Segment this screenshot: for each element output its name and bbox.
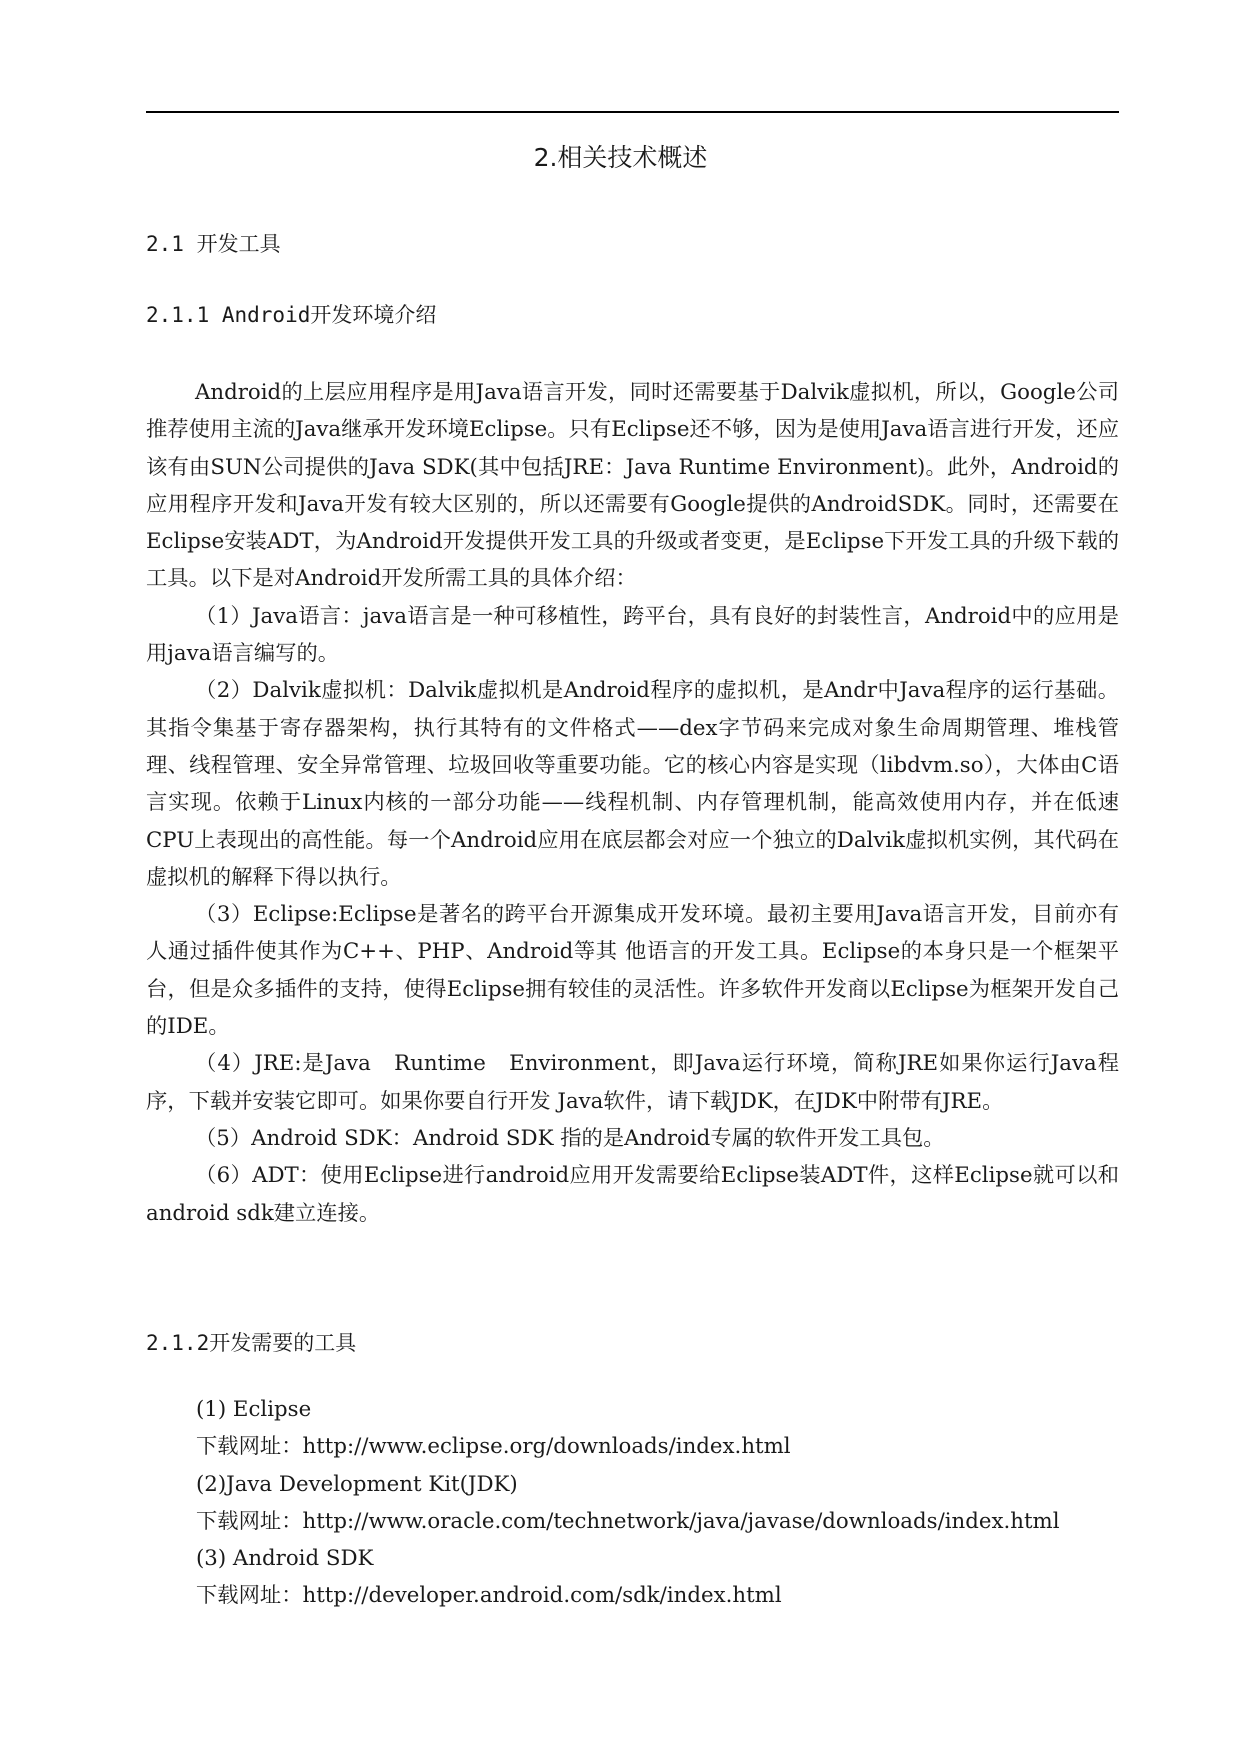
tools-list — [196, 1391, 1119, 1615]
section-body-2-1-1 — [146, 374, 1119, 1232]
paragraph-android-sdk: （5）Android SDK：Android SDK 指的是Android专属的软件开发工具包。 — [195, 1125, 945, 1151]
tool-android-sdk-title: (3) Android SDK — [196, 1546, 374, 1572]
paragraph-dalvik: （2）Dalvik虚拟机：Dalvik虚拟机是Android程序的虚拟机，是Andr中Java程序的运行基础。其指令集基于寄存器架构，执行其特有的文件格式——dex字节码来完成对象生命周期管理、堆栈管理、线程管理、安全异常管理、垃圾回收等重要功能。它的核心内容是实现（libdvm.so），大体由C语言实现。依赖于Linux内核的一部分功能——线程机制、内存管理机制，能高效使用内存，并在低速CPU上表现出的高性能。每一个Android应用在底层都会对应一个独立的Dalvik虚拟机实例，其代码在虚拟机的解释下得以执行。 — [146, 678, 1119, 890]
paragraph-java: （1）Java语言：java语言是一种可移植性，跨平台，具有良好的封装性言，Android中的应用是用java语言编写的。 — [146, 603, 1119, 667]
header-rule — [146, 111, 1119, 113]
tool-eclipse-title: (1) Eclipse — [196, 1397, 312, 1422]
tool-jdk-url: 下载网址：http://www.oracle.com/technetwork/java/javase/downloads/index.html — [196, 1508, 1060, 1534]
paragraph-eclipse: （3）Eclipse:Eclipse是著名的跨平台开源集成开发环境。最初主要用Java语言开发，目前亦有人通过插件使其作为C++、PHP、Android等其 他语言的开发工具。Eclipse的本身只是一个框架平台，但是众多插件的支持，使得Eclipse拥有较佳的灵活性。许多软件开发商以Eclipse为框架开发自己的IDE。 — [146, 902, 1119, 1040]
section-heading-2-1-1: 2.1.1 Android开发环境介绍 — [146, 303, 437, 327]
intro-paragraph: Android的上层应用程序是用Java语言开发，同时还需要基于Dalvik虚拟机，所以，Google公司推荐使用主流的Java继承开发环境Eclipse。只有Eclipse还不够，因为是使用Java语言进行开发，还应该有由SUN公司提供的Java SDK(其中包括JRE：Java Runtime Environment)。此外，Android的应用程序开发和Java开发有较大区别的，所以还需要有Google提供的AndroidSDK。同时，还需要在Eclipse安装ADT，为Android开发提供开发工具的升级或者变更，是Eclipse下开发工具的升级下载的工具。以下是对Android开发所需工具的具体介绍： — [146, 380, 1119, 592]
section-heading-2-1-2: 2.1.2开发需要的工具 — [146, 1331, 357, 1355]
section-heading-2-1: 2.1 开发工具 — [146, 232, 281, 256]
paragraph-adt: （6）ADT：使用Eclipse进行android应用开发需要给Eclipse装ADT件，这样Eclipse就可以和android sdk建立连接。 — [146, 1163, 1119, 1226]
paragraph-jre: （4）JRE:是Java Runtime Environment，即Java运行环境，简称JRE如果你运行Java程序，下载并安装它即可。如果你要自行开发 Java软件，请下载JDK，在JDK中附带有JRE。 — [146, 1051, 1119, 1114]
tool-eclipse-url: 下载网址：http://www.eclipse.org/downloads/index.html — [196, 1434, 791, 1460]
tool-jdk-title: (2)Java Development Kit(JDK) — [196, 1471, 518, 1497]
tool-android-sdk-url: 下载网址：http://developer.android.com/sdk/index.html — [196, 1583, 782, 1609]
chapter-title: 2.相关技术概述 — [533, 143, 708, 172]
